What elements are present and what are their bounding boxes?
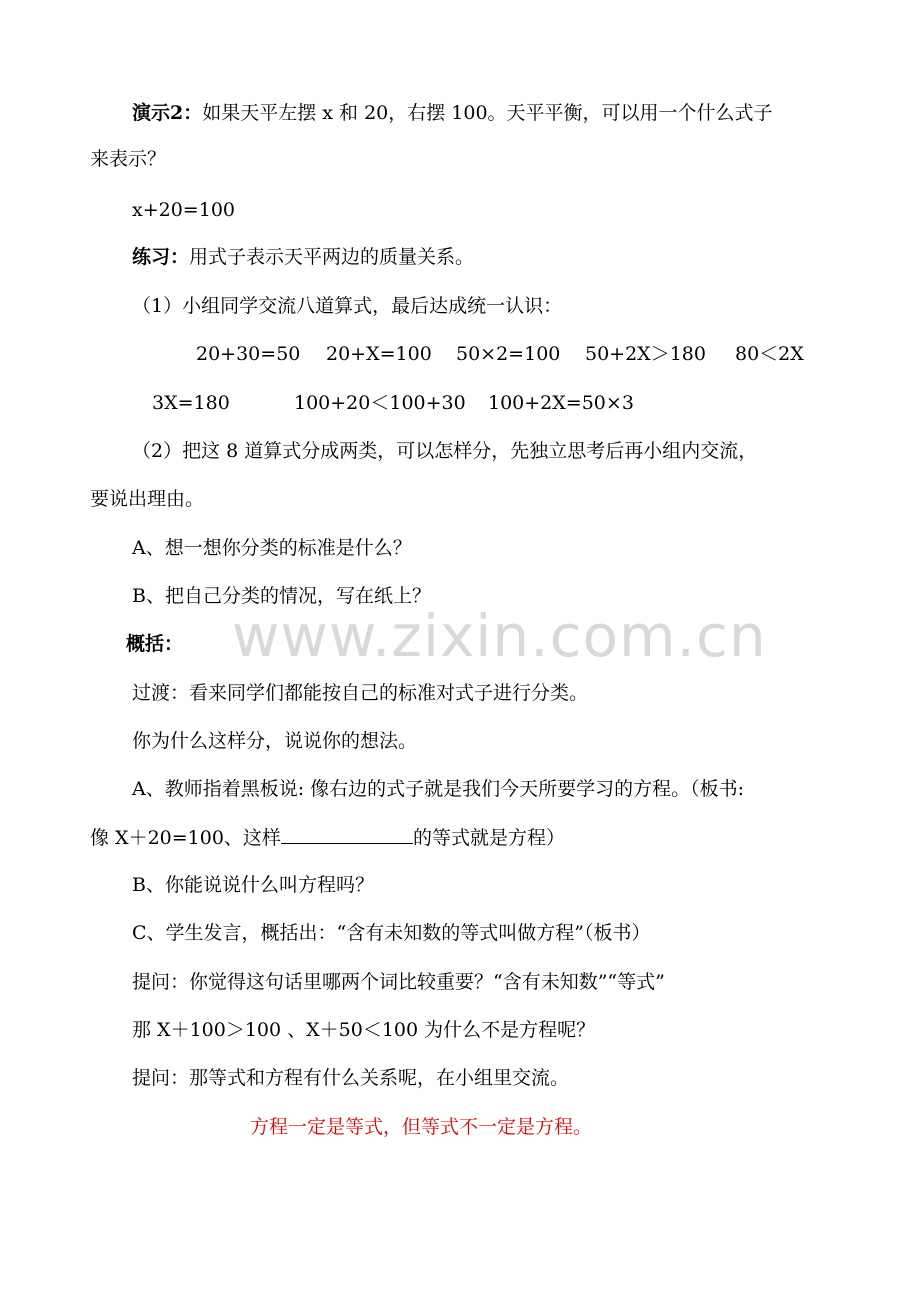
step2-text-line2: 要说出理由。 [90,488,205,510]
summary-not-equation: 那 X＋100＞100 、X＋50＜100 为什么不是方程呢？ [132,1019,596,1041]
formula-item: 50×2=100 [456,343,561,365]
formula-item: 80＜2X [735,343,804,365]
summary-why: 你为什么这样分，说说你的想法。 [132,730,418,752]
summary-item-a-line2 [90,825,565,850]
demo2-text-line1: 如果天平左摆 x 和 20，右摆 100。天平平衡，可以用一个什么式子 [202,102,773,124]
formula-item: 100+20＜100+30 [294,392,466,414]
fill-in-blank [281,825,413,844]
summary-item-c: C、学生发言，概括出：“含有未知数的等式叫做方程”（板书） [132,922,651,944]
formula-item: 20+X=100 [326,343,432,365]
summary-item-a-line1: A、教师指着黑板说: 像右边的式子就是我们今天所要学习的方程。（板书: [132,778,745,800]
practice-text: 用式子表示天平两边的质量关系。 [189,246,475,268]
formula-item: 100+2X=50×3 [488,392,634,414]
practice-label: 练习： [132,246,190,268]
watermark: www.zixin.com.cn [232,602,767,670]
summary-label: 概括： [126,633,184,655]
formula-item: 3X=180 [152,392,230,414]
formula-item: 20+30=50 [196,343,301,365]
step2-item-a: A、想一想你分类的标准是什么？ [132,537,412,559]
summary-item-a-line2-after: 的等式就是方程） [412,827,565,849]
step1-text: （1）小组同学交流八道算式，最后达成统一认识： [132,295,563,317]
summary-transition: 过渡：看来同学们都能按自己的标准对式子进行分类。 [132,682,589,704]
demo2-text-line2: 来表示？ [90,148,167,170]
summary-item-a-line2-before: 像 X＋20=100、这样 [90,827,281,849]
demo2-paragraph [132,101,773,125]
practice-paragraph [132,245,474,269]
summary-question2: 提问：那等式和方程有什么关系呢，在小组里交流。 [132,1067,570,1089]
demo2-label: 演示2： [132,102,203,124]
summary-item-b: B、你能说说什么叫方程吗？ [132,874,374,896]
demo2-equation: x+20=100 [132,199,235,221]
step2-item-b: B、把自己分类的情况，写在纸上？ [132,585,431,607]
formula-item: 50+2X＞180 [585,343,706,365]
summary-question1: 提问：你觉得这句话里哪两个词比较重要？“含有未知数”“等式” [132,971,665,993]
summary-conclusion: 方程一定是等式，但等式不一定是方程。 [250,1116,593,1138]
step2-text-line1: （2）把这 8 道算式分成两类，可以怎样分，先独立思考后再小组内交流， [132,440,758,462]
